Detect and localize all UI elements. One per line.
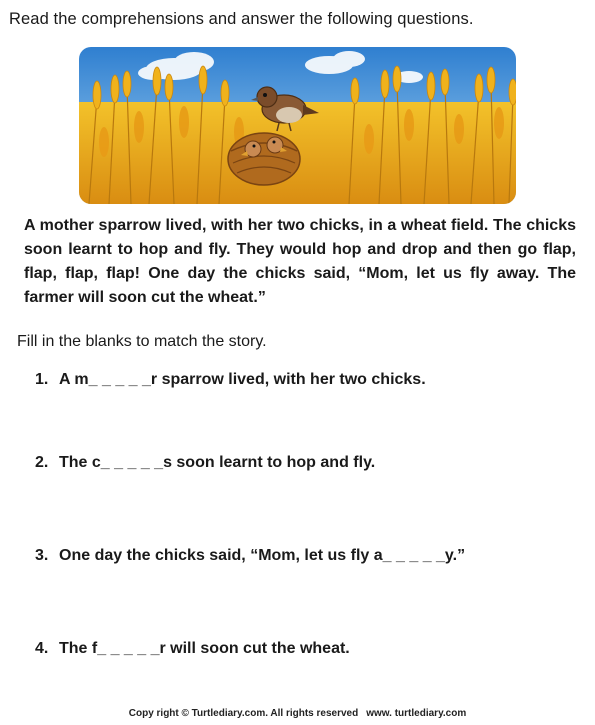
question-3 [35, 546, 575, 566]
question-text: A m_ _ _ _ _r sparrow lived, with her two chicks. [59, 371, 426, 388]
question-4 [35, 639, 575, 659]
page-footer [0, 708, 595, 720]
question-text: One day the chicks said, “Mom, let us fly a_ _ _ _ _y.” [59, 547, 466, 564]
fill-in-blanks-instruction: Fill in the blanks to match the story. [17, 333, 267, 350]
question-number: 1. [35, 371, 49, 388]
sparrow-wheat-field-illustration [79, 47, 516, 204]
question-text: The c_ _ _ _ _s soon learnt to hop and fly. [59, 454, 376, 471]
copyright-notice: Copy right © Turtlediary.com. All rights reserved [128, 708, 359, 719]
worksheet-heading: Read the comprehensions and answer the following questions. [9, 10, 474, 28]
website-link[interactable]: www. turtlediary.com [366, 708, 467, 719]
question-number: 4. [35, 640, 49, 657]
question-text: The f_ _ _ _ _r will soon cut the wheat. [59, 640, 350, 657]
question-2 [35, 453, 575, 473]
story-paragraph: A mother sparrow lived, with her two chicks, in a wheat field. The chicks soon learnt to hop and fly. They would hop and drop and then go flap, flap, flap, flap! One day the chicks said, “Mom, let us fly away. The farmer will soon cut the wheat.” [24, 217, 576, 306]
question-1 [35, 370, 575, 390]
question-number: 2. [35, 454, 49, 471]
question-number: 3. [35, 547, 49, 564]
